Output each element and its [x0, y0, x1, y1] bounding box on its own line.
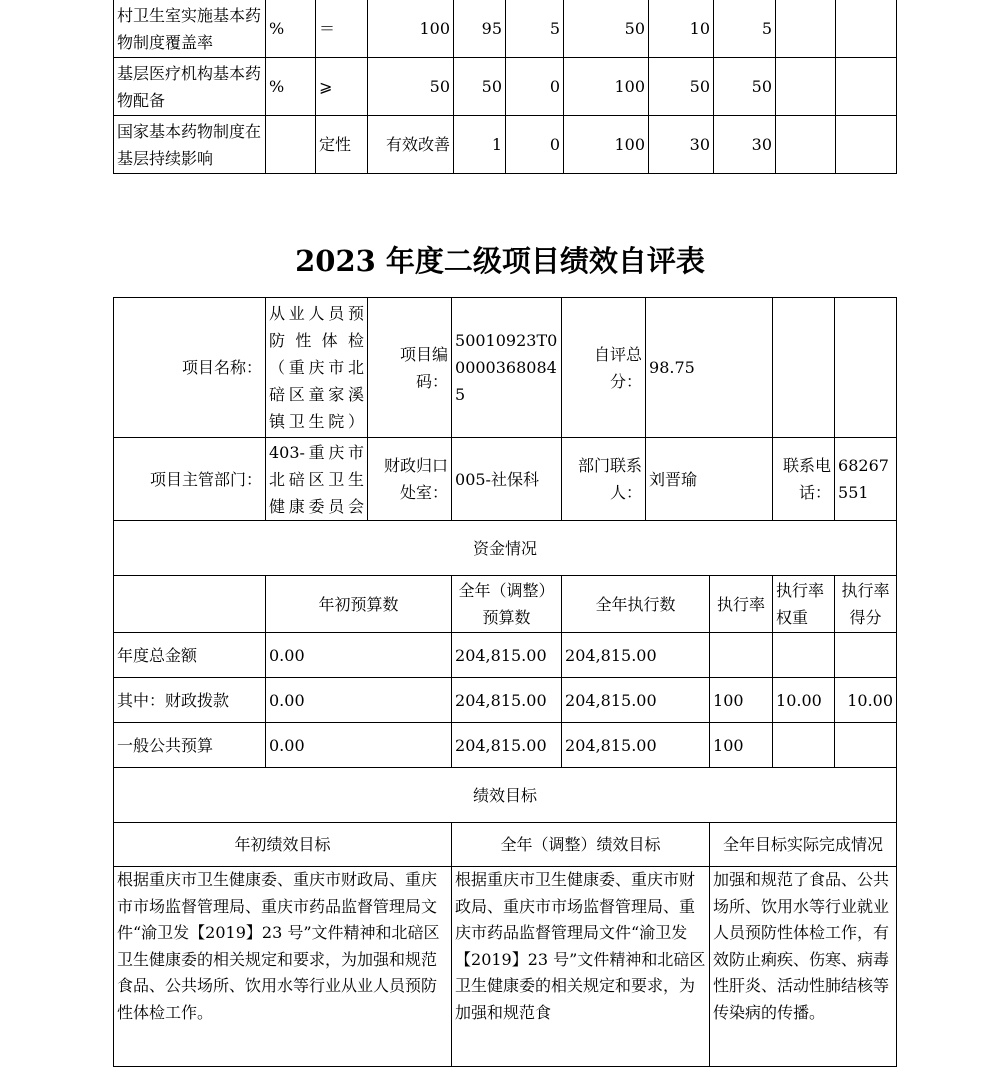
funds-adjusted: 204,815.00: [452, 723, 562, 768]
table-row: [114, 298, 897, 438]
table-row: [114, 0, 897, 58]
project-name-label: 项目名称：: [114, 298, 266, 438]
indicator-score: 50: [714, 58, 776, 116]
indicator-diff: 0: [506, 58, 564, 116]
table-row: [114, 823, 897, 867]
contact: 刘晋瑜: [646, 438, 773, 521]
finance: 005-社保科: [452, 438, 562, 521]
table-row: [114, 768, 897, 823]
funds-adjusted: 204,815.00: [452, 633, 562, 678]
funds-row-label: 一般公共预算: [114, 723, 266, 768]
empty-cell: [836, 0, 897, 58]
self-score: 98.75: [646, 298, 773, 438]
empty-cell: [773, 298, 835, 438]
indicator-operator: ⩾: [316, 58, 368, 116]
funds-initial: 0.00: [266, 723, 452, 768]
initial-goal-text: 根据重庆市卫生健康委、重庆市财政局、重庆市市场监督管理局、重庆市药品监督管理局文件“渝卫发【2019】23 号”文件精神和北碚区卫生健康委的相关规定和要求，为加强和规范食品、公共场所、饮用水等行业从业人员预防性体检工作。: [114, 867, 452, 1067]
indicator-operator: 定性: [316, 116, 368, 174]
indicator-actual: 50: [454, 58, 506, 116]
funds-rate: [710, 633, 773, 678]
table-row: [114, 521, 897, 576]
funds-row-label: 年度总金额: [114, 633, 266, 678]
indicator-actual: 95: [454, 0, 506, 58]
dept: 403-重庆市北碚区卫生健康委员会: [266, 438, 368, 521]
finance-label: 财政归口处室：: [368, 438, 452, 521]
header-actual-goal: 全年目标实际完成情况: [710, 823, 897, 867]
empty-cell: [836, 116, 897, 174]
dept-label: 项目主管部门：: [114, 438, 266, 521]
funds-weight: [773, 723, 835, 768]
indicator-rate: 100: [564, 58, 649, 116]
header-initial-goal: 年初绩效目标: [114, 823, 452, 867]
funds-rate: 100: [710, 678, 773, 723]
indicator-target: 100: [368, 0, 454, 58]
indicator-rate: 50: [564, 0, 649, 58]
indicator-diff: 0: [506, 116, 564, 174]
table-row: [114, 576, 897, 633]
adjusted-goal-text: 根据重庆市卫生健康委、重庆市财政局、重庆市市场监督管理局、重庆市药品监督管理局文件“渝卫发【2019】23 号”文件精神和北碚区卫生健康委的相关规定和要求，为加强和规范食: [452, 867, 710, 1067]
table-row: [114, 116, 897, 174]
indicator-unit: [266, 116, 316, 174]
table-row: [114, 867, 897, 1067]
funds-initial: 0.00: [266, 678, 452, 723]
empty-cell: [776, 0, 836, 58]
header-exec-score: 执行率得分: [835, 576, 897, 633]
indicator-unit: %: [266, 0, 316, 58]
funds-section-title: 资金情况: [114, 521, 897, 576]
indicator-score: 30: [714, 116, 776, 174]
funds-adjusted: 204,815.00: [452, 678, 562, 723]
indicator-rate: 100: [564, 116, 649, 174]
funds-initial: 0.00: [266, 633, 452, 678]
empty-cell: [114, 576, 266, 633]
evaluation-table: [113, 297, 897, 1067]
funds-score: 10.00: [835, 678, 897, 723]
indicator-target: 50: [368, 58, 454, 116]
funds-score: [835, 723, 897, 768]
indicator-name: 国家基本药物制度在基层持续影响: [114, 116, 266, 174]
table-row: [114, 633, 897, 678]
indicator-weight: 50: [649, 58, 714, 116]
funds-weight: 10.00: [773, 678, 835, 723]
indicator-unit: %: [266, 58, 316, 116]
header-initial-budget: 年初预算数: [266, 576, 452, 633]
funds-weight: [773, 633, 835, 678]
phone: 68267551: [835, 438, 897, 521]
goals-section-title: 绩效目标: [114, 768, 897, 823]
empty-cell: [836, 58, 897, 116]
phone-label: 联系电话：: [773, 438, 835, 521]
indicator-weight: 30: [649, 116, 714, 174]
header-adjusted-goal: 全年（调整）绩效目标: [452, 823, 710, 867]
empty-cell: [776, 116, 836, 174]
indicator-operator: ＝: [316, 0, 368, 58]
table-row: [114, 723, 897, 768]
empty-cell: [835, 298, 897, 438]
table-row: [114, 438, 897, 521]
funds-row-label: 其中：财政拨款: [114, 678, 266, 723]
indicator-diff: 5: [506, 0, 564, 58]
funds-executed: 204,815.00: [562, 678, 710, 723]
indicator-score: 5: [714, 0, 776, 58]
funds-executed: 204,815.00: [562, 633, 710, 678]
funds-score: [835, 633, 897, 678]
indicator-actual: 1: [454, 116, 506, 174]
header-exec-weight: 执行率权重: [773, 576, 835, 633]
funds-rate: 100: [710, 723, 773, 768]
project-code: 50010923T000003680845: [452, 298, 562, 438]
project-name: 从业人员预防性体检（重庆市北碚区童家溪镇卫生院）: [266, 298, 368, 438]
indicator-name: 基层医疗机构基本药物配备: [114, 58, 266, 116]
empty-cell: [776, 58, 836, 116]
header-executed: 全年执行数: [562, 576, 710, 633]
indicator-table: [113, 0, 897, 174]
self-score-label: 自评总分：: [562, 298, 646, 438]
table-row: [114, 678, 897, 723]
header-exec-rate: 执行率: [710, 576, 773, 633]
indicator-target: 有效改善: [368, 116, 454, 174]
actual-goal-text: 加强和规范了食品、公共场所、饮用水等行业就业人员预防性体检工作，有效防止痢疾、伤寒、病毒性肝炎、活动性肺结核等传染病的传播。: [710, 867, 897, 1067]
funds-executed: 204,815.00: [562, 723, 710, 768]
header-adjusted-budget: 全年（调整）预算数: [452, 576, 562, 633]
table-row: [114, 58, 897, 116]
indicator-weight: 10: [649, 0, 714, 58]
contact-label: 部门联系人：: [562, 438, 646, 521]
page-title: 2023 年度二级项目绩效自评表: [295, 244, 705, 278]
indicator-name: 村卫生室实施基本药物制度覆盖率: [114, 0, 266, 58]
project-code-label: 项目编码：: [368, 298, 452, 438]
